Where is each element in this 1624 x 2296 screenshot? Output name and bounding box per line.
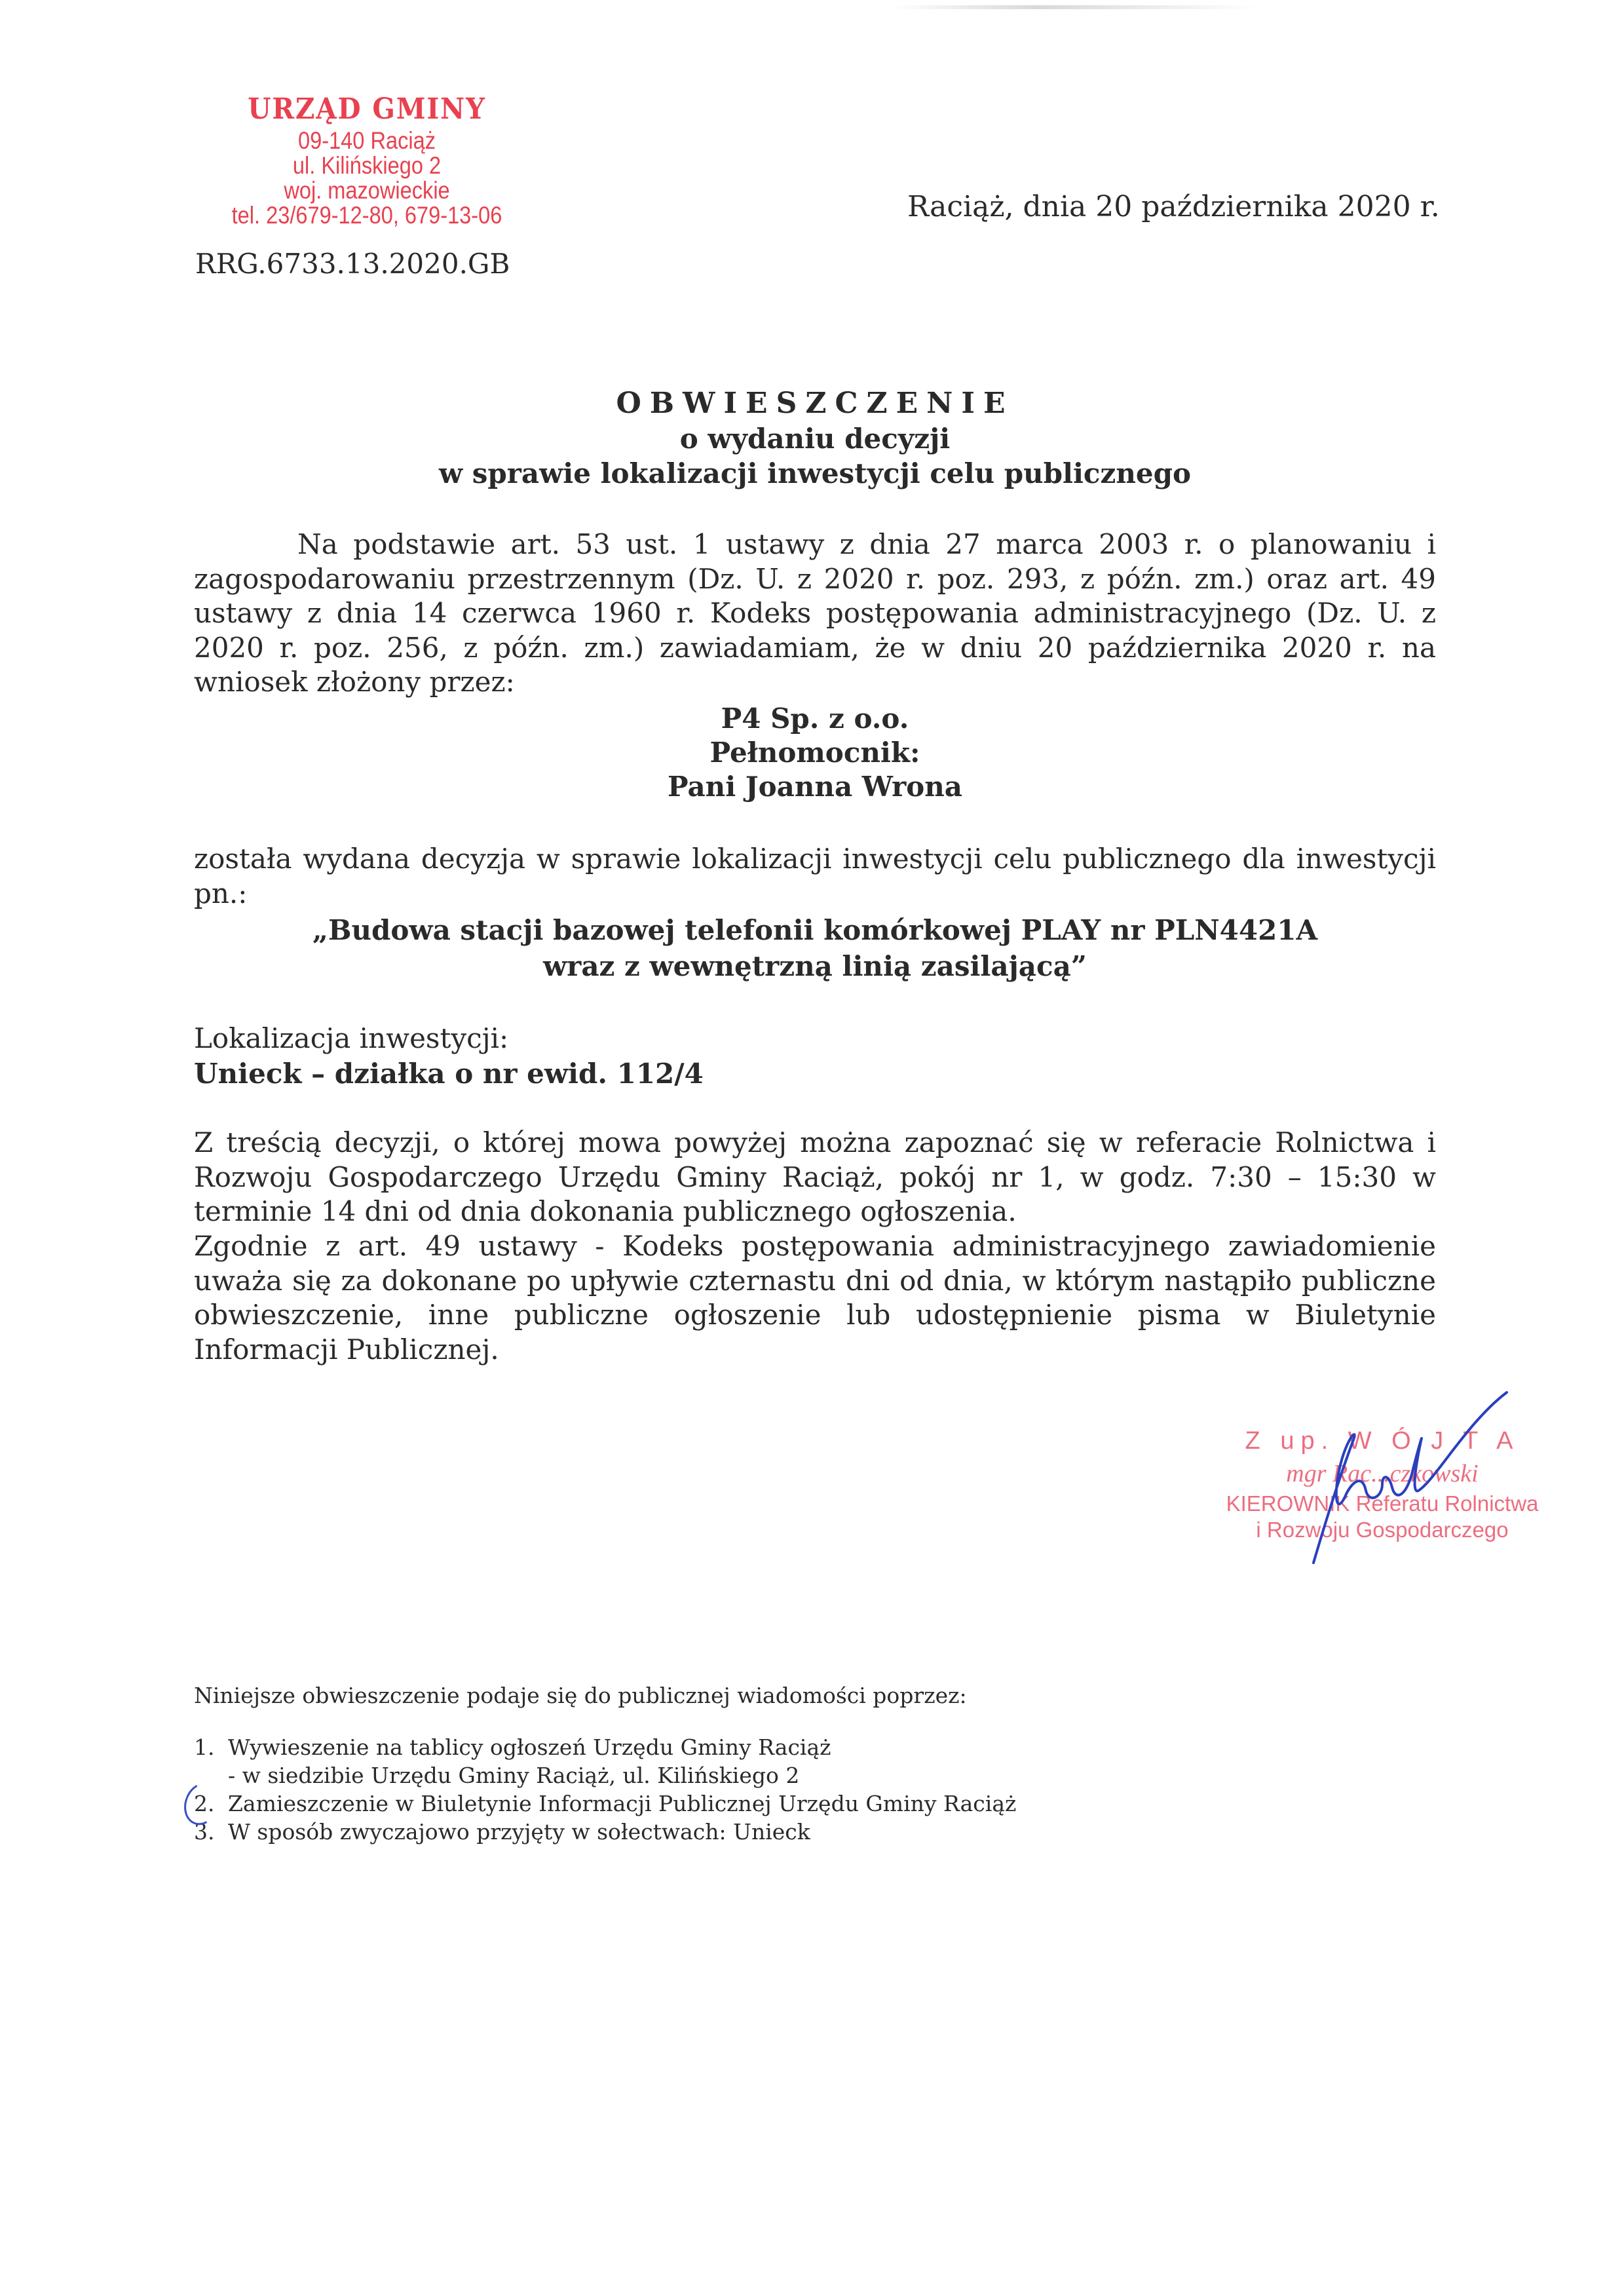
list-item: - w siedzibie Urzędu Gminy Raciąż, ul. Kilińskiego 2 bbox=[228, 1763, 800, 1788]
proxy-name: Pani Joanna Wrona bbox=[668, 771, 962, 803]
applicant-name: P4 Sp. z o.o. bbox=[721, 702, 909, 735]
location-label: Lokalizacja inwestycji: bbox=[194, 1022, 509, 1054]
document-subtitle-2: w sprawie lokalizacji inwestycji celu publicznego bbox=[438, 457, 1191, 489]
project-title-line-2: wraz z wewnętrzną linią zasilającą” bbox=[543, 950, 1087, 982]
intro-text: Na podstawie art. 53 ust. 1 ustawy z dnia 27 marca 2003 r. o planowaniu i zagospodarowaniu przestrzennym (Dz. U. z 2020 r. poz. 293, z późn. zm.) oraz art. 49 ustawy z dnia 14 czerwca 1960 r. Kodeks postępowania administracyjnego (Dz. U. z 2020 r. poz. 256, z późn. zm.) zawiadamiam, że w dniu 20 października 2020 r. na wniosek złożony przez: bbox=[194, 528, 1436, 698]
place-date: Raciąż, dnia 20 października 2020 r. bbox=[907, 190, 1440, 223]
distribution-list bbox=[194, 1733, 1016, 1846]
handwritten-signature-icon bbox=[1284, 1376, 1520, 1586]
stamp-postal: 09-140 Raciąż bbox=[298, 127, 436, 154]
intro-paragraph bbox=[194, 527, 1436, 700]
stamp-voivodeship: woj. mazowieckie bbox=[284, 177, 450, 204]
project-title-line-1: „Budowa stacji bazowej telefonii komórkowej PLAY nr PLN4421A bbox=[312, 914, 1318, 946]
list-item: 3. W sposób zwyczajowo przyjęty w sołectwach: Unieck bbox=[194, 1819, 810, 1845]
legal-paragraph: Zgodnie z art. 49 ustawy - Kodeks postępowania administracyjnego zawiadomienie uważa się za dokonane po upływie czternastu dni od dnia, w którym nastąpiło publiczne obwieszczenie, inne publiczne ogłoszenie lub udostępnienie pisma w Biuletynie Informacji Publicznej. bbox=[194, 1230, 1436, 1366]
info-paragraph: Z treścią decyzji, o której mowa powyżej można zapoznać się w referacie Rolnictwa i Rozwoju Gospodarczego Urzędu Gminy Raciąż, pokój nr 1, w godz. 7:30 – 15:30 w terminie 14 dni od dnia dokonania publicznego ogłoszenia. bbox=[194, 1126, 1436, 1227]
document-subtitle-1: o wydaniu decyzji bbox=[679, 423, 951, 455]
list-item: 1. Wywieszenie na tablicy ogłoszeń Urzędu Gminy Raciąż bbox=[194, 1734, 831, 1760]
scan-artifact bbox=[891, 5, 1258, 9]
signature-stamp-position: KIEROWNIK Referatu Rolnictwa bbox=[1226, 1491, 1539, 1516]
stamp-phone: tel. 23/679-12-80, 679-13-06 bbox=[231, 202, 502, 229]
stamp-street: ul. Kilińskiego 2 bbox=[292, 152, 442, 179]
stamp-title: URZĄD GMINY bbox=[248, 92, 486, 126]
document-title: OBWIESZCZENIE bbox=[616, 387, 1014, 420]
location-value: Unieck – działka o nr ewid. 112/4 bbox=[194, 1058, 704, 1090]
reference-number: RRG.6733.13.2020.GB bbox=[195, 248, 510, 280]
signature-stamp-name: mgr Rac...czkowski bbox=[1286, 1460, 1479, 1487]
proxy-label: Pełnomocnik: bbox=[709, 737, 920, 769]
office-stamp bbox=[197, 90, 537, 228]
distribution-intro: Niniejsze obwieszczenie podaje się do publicznej wiadomości poprzez: bbox=[194, 1683, 967, 1708]
decision-paragraph: została wydana decyzja w sprawie lokalizacji inwestycji celu publicznego dla inwestycji pn.: bbox=[194, 843, 1436, 909]
list-item: 2. Zamieszczenie w Biuletynie Informacji Publicznej Urzędu Gminy Raciąż bbox=[194, 1791, 1017, 1816]
signature-stamp-department: i Rozwoju Gospodarczego bbox=[1256, 1518, 1509, 1542]
signature-stamp-authority: Z up. W Ó J T A bbox=[1245, 1427, 1520, 1455]
